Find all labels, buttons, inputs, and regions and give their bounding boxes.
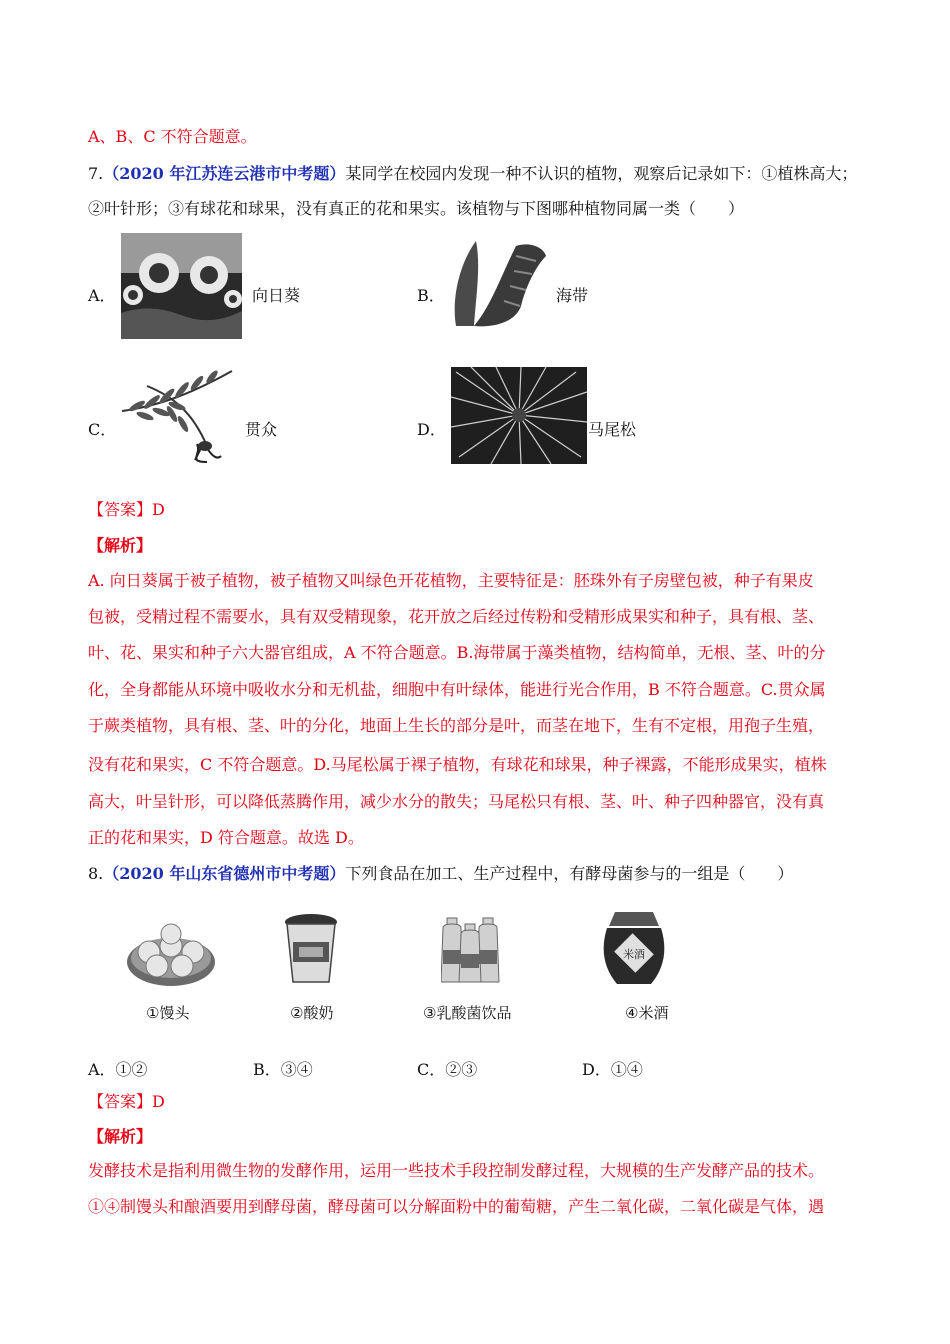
q7-source: （2020 年江苏连云港市中考题） bbox=[103, 164, 346, 183]
q8-option-b: B．③④ bbox=[253, 1060, 313, 1079]
picture-caption-mantou: ①馒头 bbox=[146, 1004, 190, 1022]
q7-option-a-label: 向日葵 bbox=[252, 286, 301, 305]
masson-pine-image bbox=[451, 367, 587, 464]
q7-option-a-letter: A． bbox=[88, 286, 116, 305]
q7-option-b-letter: B． bbox=[417, 286, 445, 305]
q8-option-d: D．①④ bbox=[582, 1060, 643, 1079]
fern-image bbox=[117, 366, 239, 464]
q8-analysis-line: 发酵技术是指利用微生物的发酵作用，运用一些技术手段控制发酵过程，大规模的生产发酵产品的技术。 bbox=[88, 1161, 825, 1180]
q7-option-d-label: 马尾松 bbox=[588, 420, 637, 439]
q7-option-c-letter: C． bbox=[88, 420, 117, 439]
q8-source: （2020 年山东省德州市中考题） bbox=[103, 864, 346, 883]
q8-option-c: C．②③ bbox=[417, 1060, 478, 1079]
q8-stem-text: 下列食品在加工、生产过程中，有酵母菌参与的一组是（ ） bbox=[345, 864, 794, 883]
q7-analysis-line: 包被，受精过程不需要水，具有双受精现象，花开放之后经过传粉和受精形成果实和种子，具有根、茎、 bbox=[88, 607, 825, 626]
q7-analysis-line: 高大，叶呈针形，可以降低蒸腾作用，减少水分的散失；马尾松只有根、茎、叶、种子四种器官，没有真 bbox=[88, 792, 825, 811]
q8-stem bbox=[88, 864, 862, 884]
q7-stem-text1: 某同学在校园内发现一种不认识的植物，观察后记录如下：①植株高大； bbox=[345, 164, 858, 183]
q7-analysis-line: A. 向日葵属于被子植物，被子植物又叫绿色开花植物，主要特征是：胚珠外有子房壁包被，种子有果皮 bbox=[88, 571, 814, 590]
q7-analysis-line: 正的花和果实，D 符合题意。故选 D。 bbox=[88, 828, 364, 847]
q7-analysis-line: 叶、花、果实和种子六大器官组成，A 不符合题意。B.海带属于藻类植物，结构简单，无根、茎、叶的分 bbox=[88, 643, 826, 662]
q8-answer: 【答案】D bbox=[88, 1092, 165, 1111]
q7-stem-line1 bbox=[88, 164, 862, 184]
q7-option-b-label: 海带 bbox=[556, 286, 589, 305]
rice-wine-jar-icon bbox=[601, 910, 667, 986]
q8-analysis-line: ①④制馒头和酿酒要用到酵母菌，酵母菌可以分解面粉中的葡萄糖，产生二氧化碳，二氧化碳是气体，遇 bbox=[88, 1197, 825, 1216]
q8-number: 8. bbox=[88, 864, 104, 883]
q7-option-d-letter: D． bbox=[417, 420, 446, 439]
q8-option-a: A．①② bbox=[88, 1060, 148, 1079]
q7-analysis-title: 【解析】 bbox=[88, 536, 153, 555]
picture-caption-yogurt: ②酸奶 bbox=[290, 1004, 334, 1022]
q7-number: 7. bbox=[88, 164, 104, 183]
q7-option-c-label: 贯众 bbox=[245, 420, 278, 439]
picture-caption-lactic-drink: ③乳酸菌饮品 bbox=[423, 1004, 512, 1022]
steamed-buns-icon bbox=[124, 912, 218, 990]
picture-caption-rice-wine: ④米酒 bbox=[625, 1004, 669, 1022]
q8-analysis-title: 【解析】 bbox=[88, 1127, 153, 1146]
jar-label-text: 米酒 bbox=[623, 948, 645, 961]
q7-answer: 【答案】D bbox=[88, 500, 165, 519]
yogurt-cup-icon bbox=[283, 912, 339, 986]
kelp-image bbox=[446, 236, 550, 330]
q7-analysis-line: 于蕨类植物，具有根、茎、叶的分化，地面上生长的部分是叶，而茎在地下，生有不定根，用孢子生殖， bbox=[88, 716, 825, 735]
q7-analysis-line: 化，全身都能从环境中吸收水分和无机盐，细胞中有叶绿体，能进行光合作用，B 不符合题意。C.贯众属 bbox=[88, 680, 826, 699]
lactic-drink-bottles-icon bbox=[441, 914, 505, 984]
previous-analysis-end: A、B、C 不符合题意。 bbox=[88, 127, 257, 146]
sunflower-image bbox=[121, 233, 242, 339]
q7-analysis-line: 没有花和果实，C 不符合题意。D.马尾松属于裸子植物，有球花和球果，种子裸露，不能形成果实，植株 bbox=[88, 755, 827, 774]
q7-stem-line2: ②叶针形；③有球花和球果，没有真正的花和果实。该植物与下图哪种植物同属一类（ ） bbox=[88, 199, 745, 218]
